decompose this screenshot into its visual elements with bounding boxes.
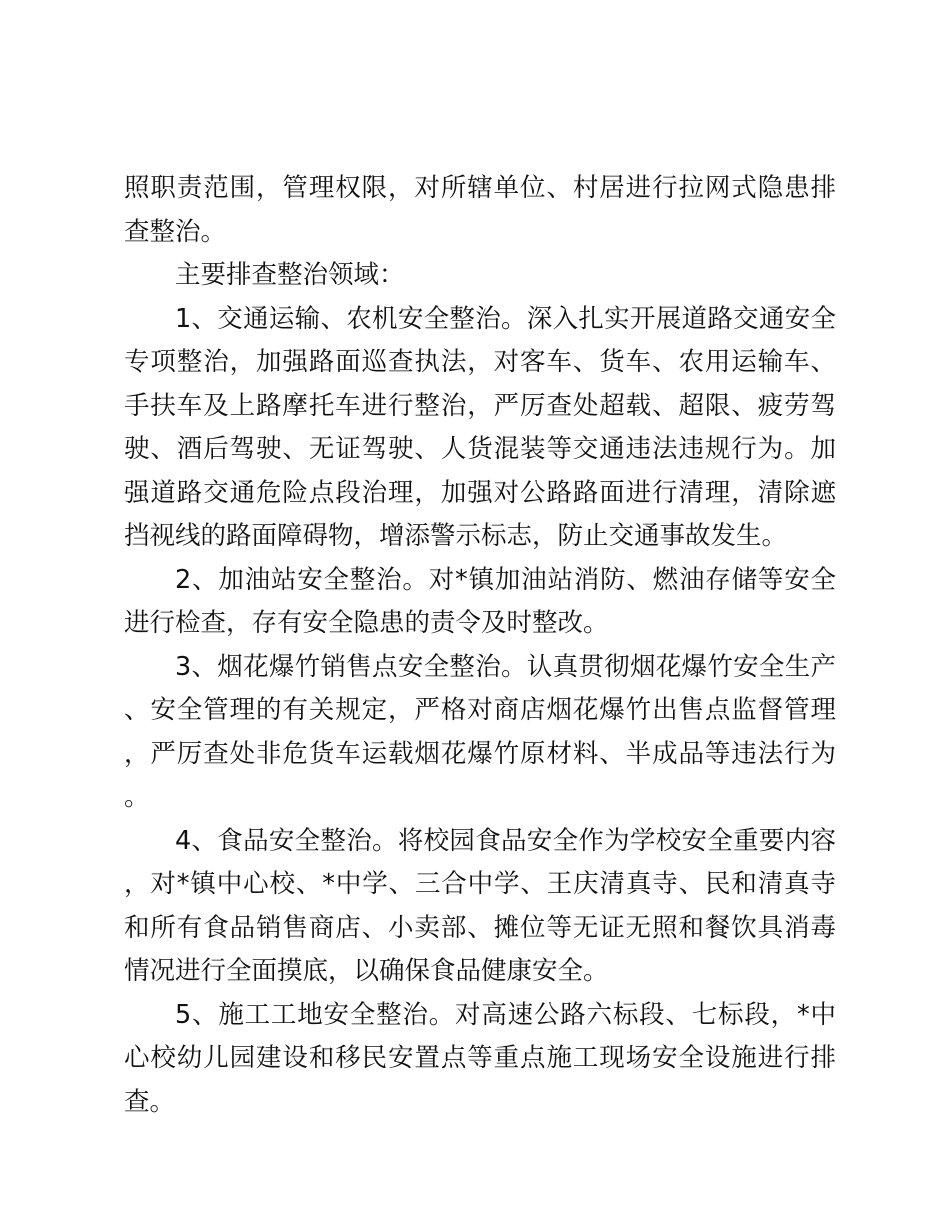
document-body [124,167,836,1124]
paragraph-continuation: 照职责范围，管理权限，对所辖单位、村居进行拉网式隐患排查整治。 [124,173,836,247]
paragraph-item-3-fireworks: 3、烟花爆竹销售点安全整治。认真贯彻烟花爆竹安全生产、安全管理的有关规定，严格对商店烟花爆竹出售点监督管理，严厉查处非危货车运载烟花爆竹原材料、半成品等违法行为。 [124,651,836,812]
paragraph-item-4-food-safety: 4、食品安全整治。将校园食品安全作为学校安全重要内容，对*镇中心校、*中学、三合中学、王庆清真寺、民和清真寺和所有食品销售商店、小卖部、摊位等无证无照和餐饮具消毒情况进行全面摸底，以确保食品健康安全。 [124,825,836,986]
paragraph-item-2-gas-station: 2、加油站安全整治。对*镇加油站消防、燃油存储等安全进行检查，存有安全隐患的责令及时整改。 [124,564,836,638]
paragraph-section-heading: 主要排查整治领域： [175,260,405,290]
paragraph-item-1-traffic: 1、交通运输、农机安全整治。深入扎实开展道路交通安全专项整治，加强路面巡查执法，对客车、货车、农用运输车、手扶车及上路摩托车进行整治，严厉查处超载、超限、疲劳驾驶、酒后驾驶、无证驾驶、人货混装等交通违法违规行为。加强道路交通危险点段治理，加强对公路路面进行清理，清除遮挡视线的路面障碍物，增添警示标志，防止交通事故发生。 [124,303,836,551]
paragraph-item-5-construction: 5、施工工地安全整治。对高速公路六标段、七标段，*中心校幼儿园建设和移民安置点等重点施工现场安全设施进行排查。 [124,999,836,1117]
